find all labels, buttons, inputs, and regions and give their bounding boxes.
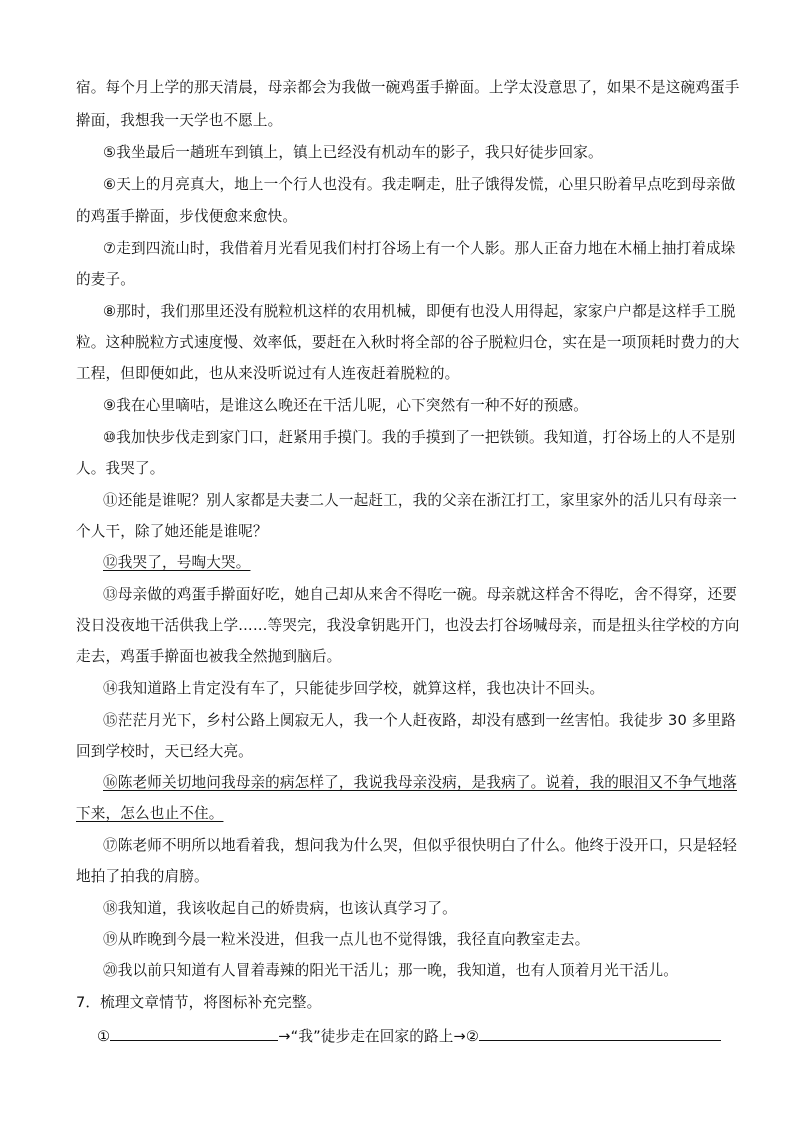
underlined-sentence-12: ⑫我哭了，号啕大哭。 [103, 554, 251, 571]
answer-blank-1[interactable] [110, 1024, 278, 1041]
paragraph-15-line-1: ⑮茫茫月光下，乡村公路上阒寂无人，我一个人赶夜路，却没有感到一丝害怕。我徒步 30 多里路 [103, 712, 736, 729]
paragraph-7-line-1: ⑦走到四流山时，我借着月光看见我们村打谷场上有一个人影。那人正奋力地在木桶上抽打着成垛 [103, 240, 736, 257]
paragraph-20: ⑳我以前只知道有人冒着毒辣的阳光干活儿；那一晚，我知道，也有人顶着月光干活儿。 [103, 962, 679, 979]
question-7-answer-row [0, 1024, 794, 1047]
paragraph-16-line-1 [0, 773, 794, 793]
paragraph-13-line-3: 走去，鸡蛋手擀面也被我全然抛到脑后。 [76, 648, 342, 665]
paragraph-7-line-2: 的麦子。 [76, 271, 135, 288]
paragraph-17-line-1: ⑰陈老师不明所以地看着我，想问我为什么哭，但似乎很快明白了什么。他终于没开口，只是轻轻 [103, 837, 737, 854]
blank-2-marker: ② [465, 1028, 480, 1045]
paragraph-8-line-1: ⑧那时，我们那里还没有脱粒机这样的农用机械，即便有也没人用得起，家家户户都是这样手工脱 [103, 303, 736, 320]
paragraph-18: ⑱我知道，我该收起自己的娇贵病，也该认真学习了。 [103, 900, 457, 917]
paragraph-10-line-2: 人。我哭了。 [76, 460, 165, 477]
paragraph-13-line-2: 没日没夜地干活供我上学……等哭完，我没拿钥匙开门，也没去打谷场喊母亲，而是扭头往学校的方向 [76, 617, 740, 634]
paragraph-11-line-2: 个人干，除了她还能是谁呢？ [76, 523, 268, 540]
question-7-title: 7．梳理文章情节，将图标补充完整。 [76, 994, 322, 1011]
paragraph-12 [0, 553, 794, 573]
paragraph-4-line-2: 擀面，我想我一天学也不愿上。 [76, 112, 283, 129]
paragraph-6-line-2: 的鸡蛋手擀面，步伐便愈来愈快。 [76, 208, 298, 225]
underlined-sentence-16-b: 下来，怎么也止不住。 [76, 805, 224, 822]
paragraph-14: ⑭我知道路上肯定没有车了，只能徒步回学校，就算这样，我也决计不回头。 [103, 680, 605, 697]
paragraph-8-line-3: 工程，但即便如此，也从来没听说过有人连夜赶着脱粒的。 [76, 365, 460, 382]
answer-blank-2[interactable] [479, 1024, 721, 1041]
paragraph-17-line-2: 地拍了拍我的肩膀。 [76, 868, 209, 885]
paragraph-13-line-1: ⑬母亲做的鸡蛋手擀面好吃，她自己却从来舍不得吃一碗。母亲就这样舍不得吃，舍不得穿，还要 [103, 586, 737, 603]
paragraph-19: ⑲从昨晚到今晨一粒米没进，但我一点儿也不觉得饿，我径直向教室走去。 [103, 931, 590, 948]
blank-1-marker: ① [97, 1028, 111, 1045]
paragraph-16-line-2 [0, 804, 794, 824]
paragraph-8-line-2: 粒。这种脱粒方式速度慢、效率低，要赶在入秋时将全部的谷子脱粒归仓，实在是一项顶耗时费力的大 [76, 334, 740, 351]
paragraph-4-line-1: 宿。每个月上学的那天清晨，母亲都会为我做一碗鸡蛋手擀面。上学太没意思了，如果不是这碗鸡蛋手 [76, 79, 740, 96]
paragraph-9: ⑨我在心里嘀咕，是谁这么晚还在干活儿呢，心下突然有一种不好的预感。 [103, 397, 589, 414]
paragraph-15-line-2: 回到学校时，天已经大亮。 [76, 743, 253, 760]
paragraph-11-line-1: ⑪还能是谁呢？别人家都是夫妻二人一起赶工，我的父亲在浙江打工，家里家外的活儿只有母亲一 [103, 492, 737, 509]
plot-middle-text: →“我”徒步走在回家的路上→ [278, 1028, 466, 1045]
paragraph-10-line-1: ⑩我加快步伐走到家门口，赶紧用手摸门。我的手摸到了一把铁锁。我知道，打谷场上的人不是别 [103, 429, 736, 446]
underlined-sentence-16-a: ⑯陈老师关切地问我母亲的病怎样了，我说我母亲没病，是我病了。说着，我的眼泪又不争气地落 [103, 774, 737, 791]
paragraph-5: ⑤我坐最后一趟班车到镇上，镇上已经没有机动车的影子，我只好徒步回家。 [103, 144, 603, 161]
paragraph-6-line-1: ⑥天上的月亮真大，地上一个行人也没有。我走啊走，肚子饿得发慌，心里只盼着早点吃到母亲做 [103, 176, 736, 193]
